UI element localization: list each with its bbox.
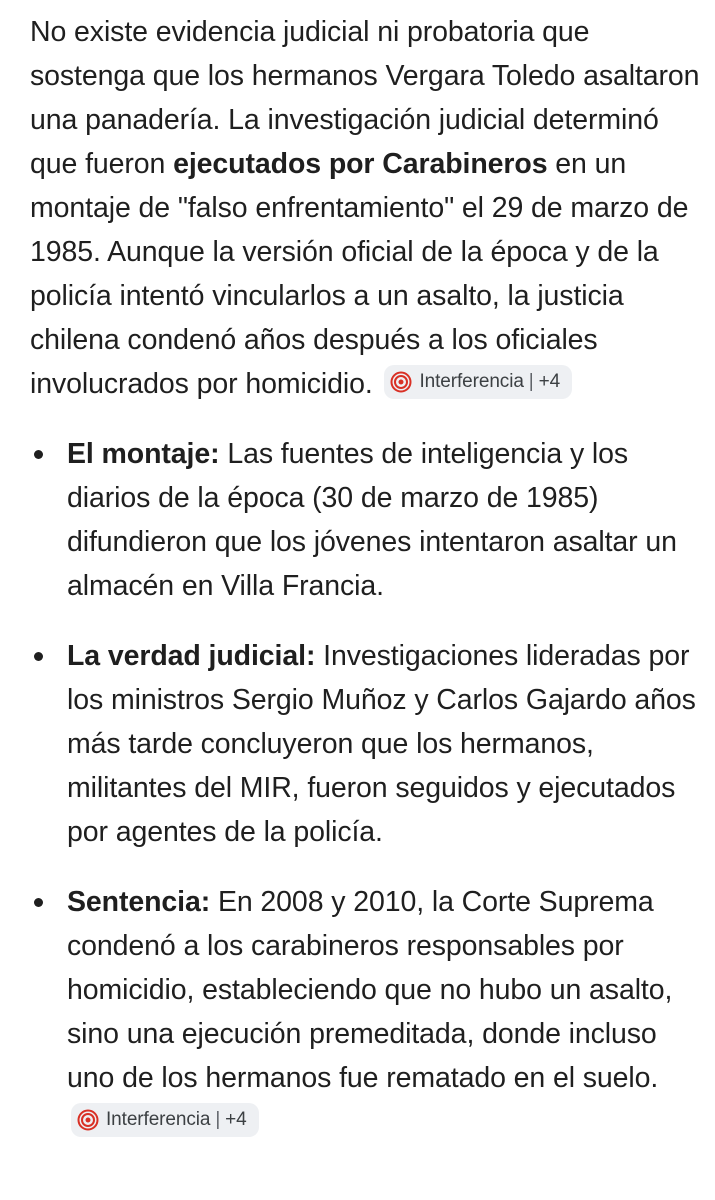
- bullet-dot: [34, 652, 43, 661]
- list-item: [30, 634, 702, 854]
- interferencia-logo-icon: [77, 1109, 99, 1131]
- source-chip-label: Interferencia: [419, 371, 524, 393]
- source-chip-label: Interferencia: [106, 1109, 211, 1131]
- response-content: [30, 10, 702, 1144]
- intro-text-end: en un montaje de "falso enfrentamiento" el 29 de marzo de 1985. Aunque la versión oficial de la época y de la policía intentó vincularlos a un asalto, la justicia chilena condenó años después a los oficiales involucrados por homicidio.: [30, 148, 689, 400]
- bullet-dot: [34, 898, 43, 907]
- bullet-list: [30, 432, 702, 1144]
- list-item-heading: Sentencia:: [67, 886, 211, 918]
- intro-bold-text: ejecutados por Carabineros: [173, 148, 548, 180]
- source-chip[interactable]: [71, 1103, 259, 1137]
- intro-text-start: No existe evidencia judicial ni probatoria que sostenga que los hermanos Vergara Toledo asaltaron una panadería. La investigación judicial determinó que fueron: [30, 16, 700, 180]
- list-item: [30, 880, 702, 1144]
- source-chip[interactable]: [384, 365, 572, 399]
- list-item-text: Las fuentes de inteligencia y los diarios de la época (30 de marzo de 1985) difundieron que los jóvenes intentaron asaltar un almacén en Villa Francia.: [67, 438, 677, 602]
- list-item-text: Investigaciones lideradas por los ministros Sergio Muñoz y Carlos Gajardo años más tarde concluyeron que los hermanos, militantes del MIR, fueron seguidos y ejecutados por agentes de la policía.: [67, 640, 696, 848]
- source-chip-more-count: +4: [225, 1109, 247, 1131]
- source-chip-separator: |: [215, 1109, 221, 1131]
- source-chip-separator: |: [528, 371, 534, 393]
- list-item-heading: La verdad judicial:: [67, 640, 316, 672]
- bullet-dot: [34, 450, 43, 459]
- list-item-heading: El montaje:: [67, 438, 220, 470]
- interferencia-logo-icon: [390, 371, 412, 393]
- intro-paragraph: [30, 10, 702, 406]
- source-chip-more-count: +4: [538, 371, 561, 393]
- list-item: [30, 432, 702, 608]
- list-item-text: En 2008 y 2010, la Corte Suprema condenó a los carabineros responsables por homicidio, estableciendo que no hubo un asalto, sino una ejecución premeditada, donde incluso uno de los hermanos fue rematado en el suelo.: [67, 886, 673, 1094]
